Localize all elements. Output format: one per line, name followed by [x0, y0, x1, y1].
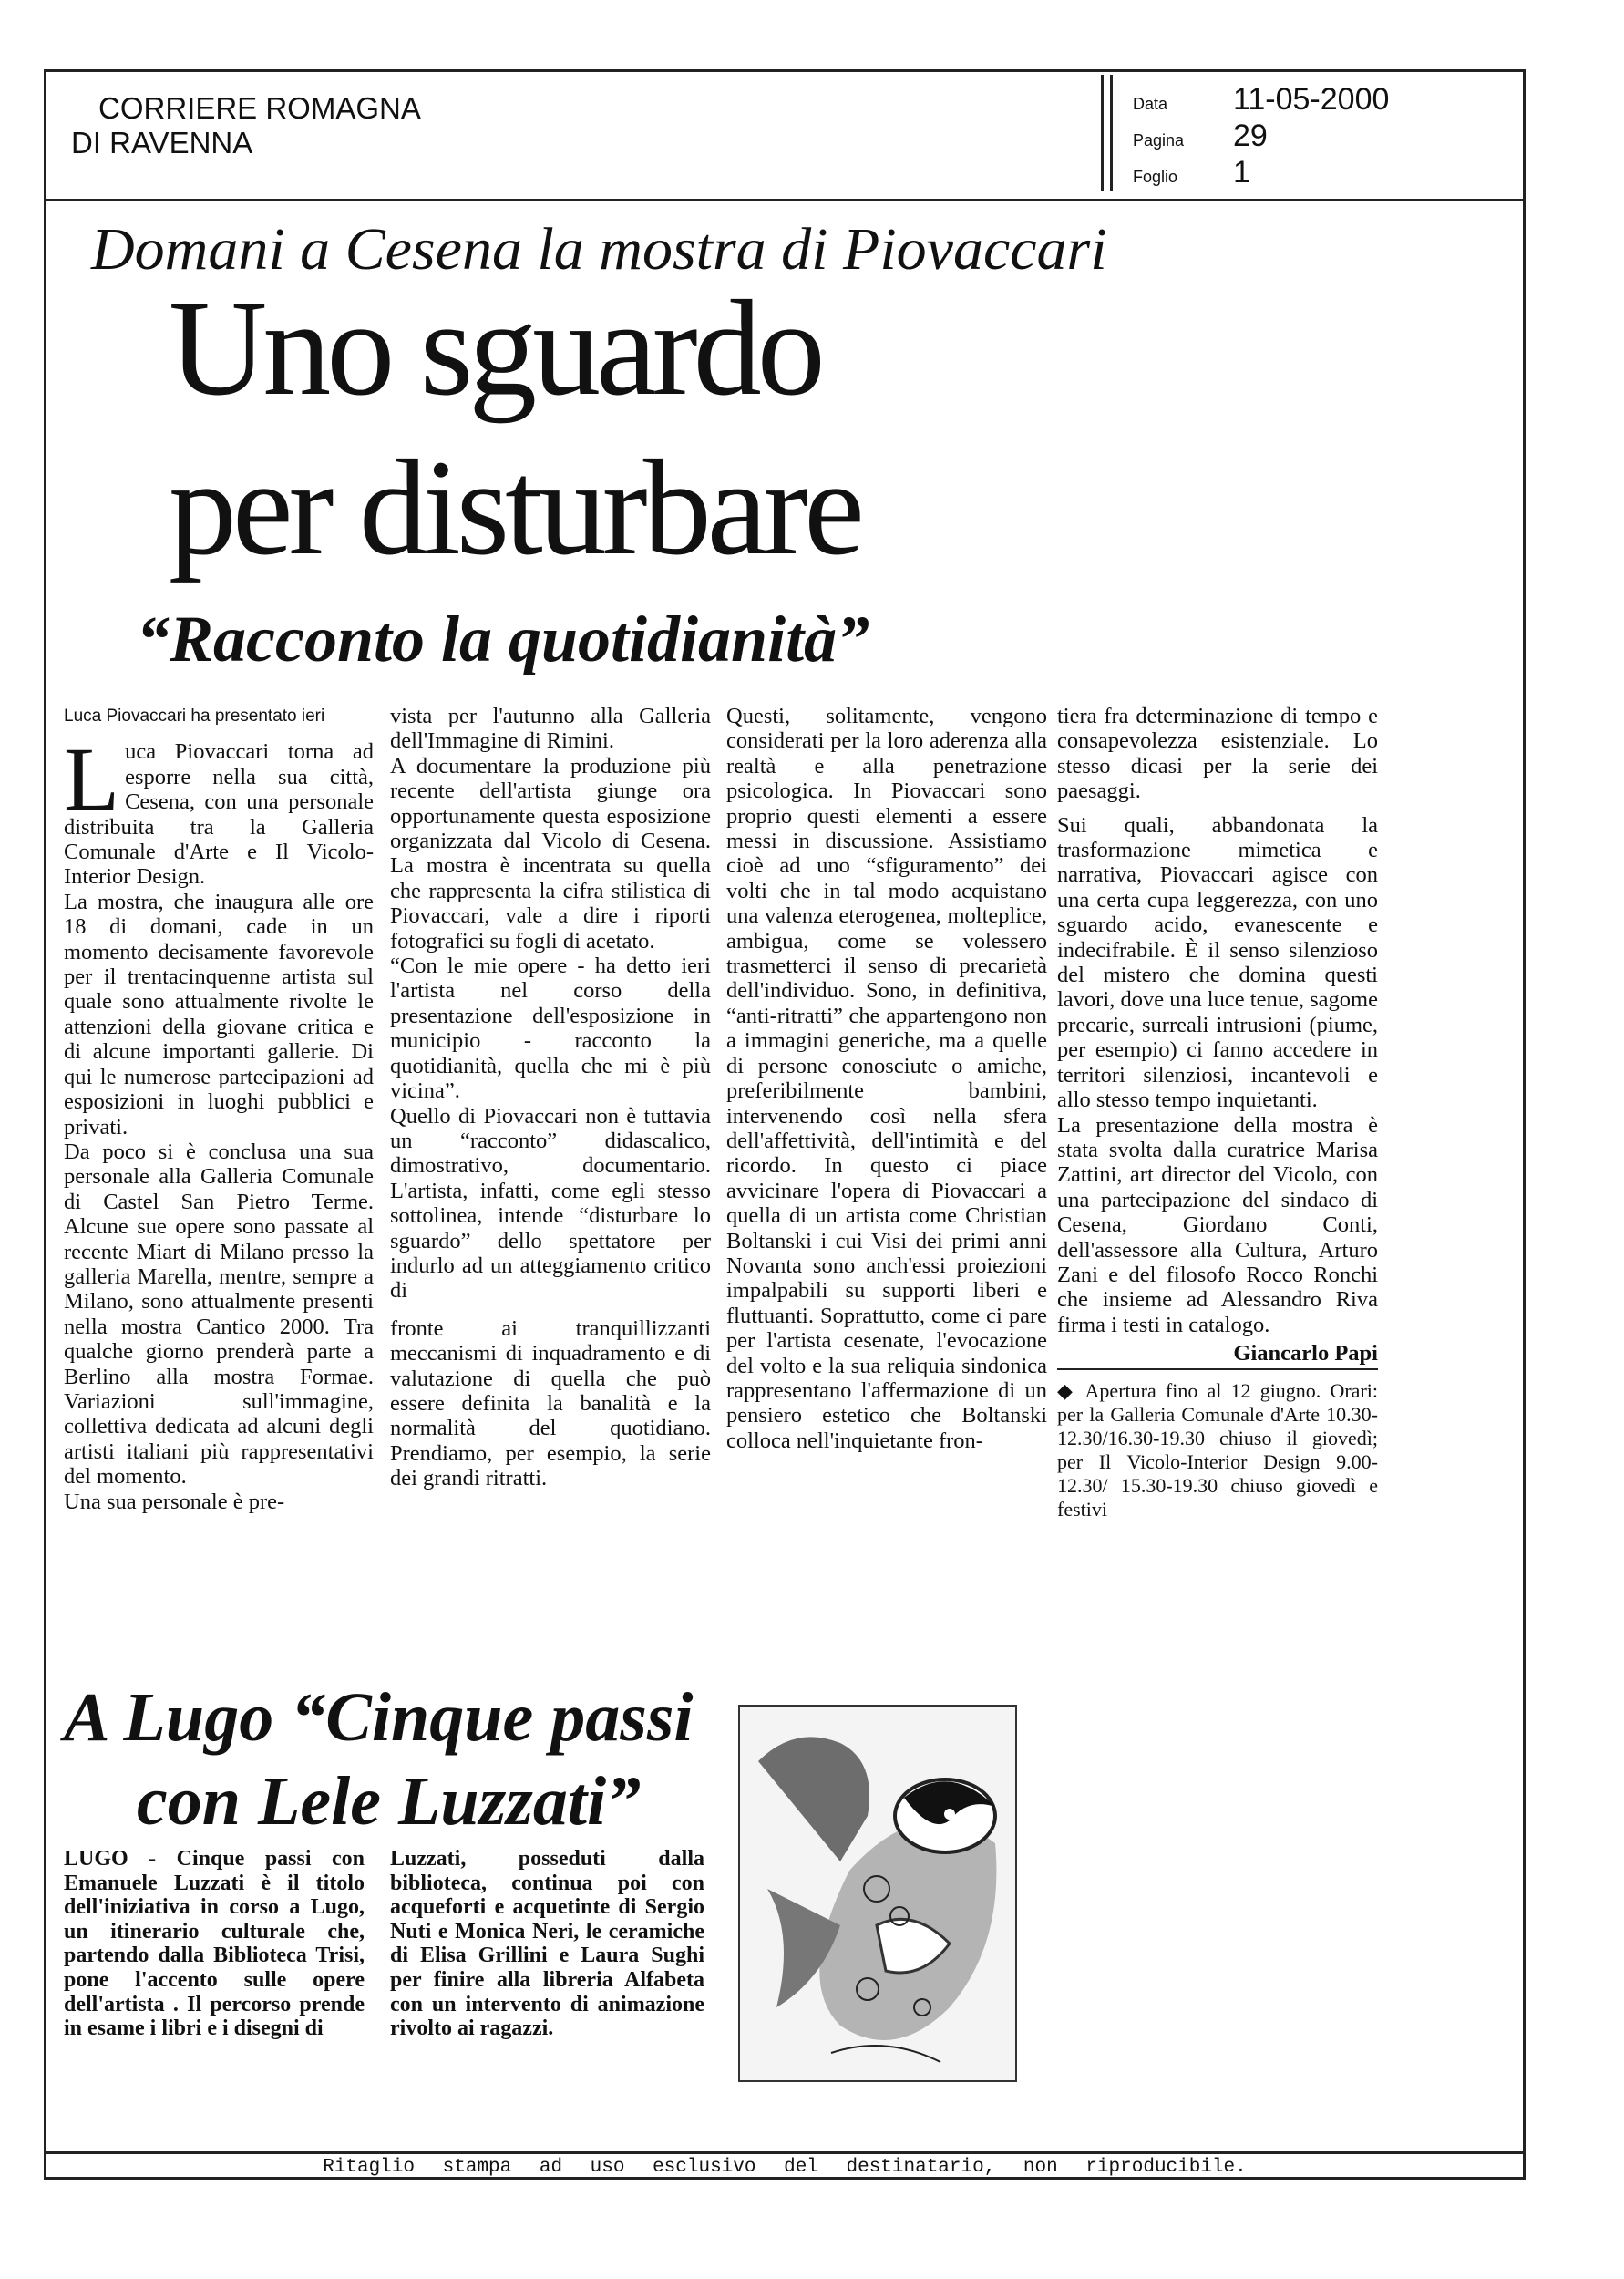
opening-hours-info: ◆ Apertura fino al 12 giugno. Orari: per la Galleria Comunale d'Arte 10.30-12.30/16.30-19.30 chiuso il giovedì; per Il Vicolo-Interior Design 9.00-12.30/ 15.30-19.30 chiuso giovedì e festivi: [1057, 1378, 1378, 1521]
col1-paragraph: La mostra, che inaugura alle ore 18 di domani, cade in un momento decisamente favorevole per il trentacinquenne artista sul quale sono attualmente rivolte le attenzioni della giovane critica e di alcune importanti gallerie. Di qui le numerose partecipazioni ad esposizioni in luoghi pubblici e privati.: [64, 889, 374, 1140]
article-column-3: [726, 704, 1047, 1453]
luzzati-illustration: [738, 1705, 1017, 2082]
article-column-4: [1057, 704, 1378, 1521]
second-article-headline: [64, 1676, 694, 1843]
article-overline: Domani a Cesena la mostra di Piovaccari: [91, 216, 1107, 283]
article-column-1: [64, 704, 374, 1514]
col2-paragraph: vista per l'autunno alla Galleria dell'Immagine di Rimini.: [390, 704, 711, 754]
second-article-column-1: LUGO - Cinque passi con Emanuele Luzzati è il titolo dell'iniziativa in corso a Lugo, un itinerario culturale che, partendo dalla Biblioteca Trisi, pone l'accento sulle opere dell'artista . Il percorso prende in esame i libri e i disegni di: [64, 1847, 365, 2041]
second-headline-line-2: con Lele Luzzati”: [137, 1763, 642, 1840]
headline-line-2: per disturbare: [169, 432, 860, 583]
clipping-footer: Ritaglio stampa ad uso esclusivo del destinatario, non riproducibile.: [44, 2151, 1526, 2180]
meta-pagina-row: [1133, 119, 1268, 154]
pagina-label: Pagina: [1133, 131, 1185, 150]
meta-box: [1101, 75, 1523, 191]
data-value: 11-05-2000: [1233, 82, 1390, 117]
col4-paragraph: Sui quali, abbandonata la trasformazione mimetica e narrativa, Piovaccari agisce con una certa cupa leggerezza, con uno sguardo acido, evanescente e indecifrabile. È il senso silenzioso del mistero che domina questi lavori, dove una luce tenue, sagome precarie, surreali intrusioni (piume, per esempio) ci fanno accedere in territori silenziosi, incantevoli e allo stesso tempo inquietanti.: [1057, 812, 1378, 1113]
col4-paragraph: La presentazione della mostra è stata svolta dalla curatrice Marisa Zattini, art director del Vicolo, con una partecipazione del sindaco di Cesena, Giordano Conti, dell'assessore alla Cultura, Arturo Zani e del filosofo Rocco Ronchi che insieme ad Alessandro Riva firma i testi in catalogo.: [1057, 1112, 1378, 1337]
source-line-2: DI RAVENNA: [71, 126, 253, 160]
author-signature: Giancarlo Papi: [1057, 1341, 1378, 1369]
pagina-value: 29: [1233, 119, 1268, 153]
col3-paragraph: Questi, solitamente, vengono considerati per la loro aderenza alla realtà e alla penetrazione psicologica. In Piovaccari sono proprio questi elementi a essere messi in discussione. Assistiamo cioè ad uno “sfiguramento” dei volti che in tal modo acquistano una valenza eterogenea, molteplice, ambigua, come se volessero trasmetterci il senso di precarietà dell'individuo. Sono, in definitiva, “anti-ritratti” che appartengono non a immagini generiche, ma a quelle di persone conosciute o amiche, preferibilmente bambini, intervenendo così nella sfera dell'affettività, dell'intimità e del ricordo. In questo ci piace avvicinare l'opera di Piovaccari a quella di un artista come Christian Boltanski i cui Visi dei primi anni Novanta sono anch'essi proiezioni impalpabili su supporti liberi e fluttuanti. Soprattutto, come ci pare per l'artista cesenate, l'evocazione del volto e la sua reliquia sindonica rappresentano l'affermazione di un pensiero estetico che Boltanski colloca nell'inquietante fron-: [726, 704, 1047, 1453]
meta-divider: [1110, 75, 1113, 191]
meta-data-row: [1133, 82, 1389, 118]
headline-line-1: Uno sguardo: [169, 273, 821, 424]
foglio-value: 1: [1233, 155, 1250, 190]
article-subtitle: “Racconto la quotidianità”: [137, 603, 870, 675]
col4-paragraph: tiera fra determinazione di tempo e consapevolezza esistenziale. Lo stesso dicasi per la serie dei paesaggi.: [1057, 704, 1378, 804]
data-label: Data: [1133, 95, 1168, 113]
foglio-label: Foglio: [1133, 168, 1178, 186]
article-headline: [169, 269, 860, 588]
source-line-1: CORRIERE ROMAGNA: [98, 91, 421, 125]
col1-paragraph: Da poco si è conclusa una sua personale alla Galleria Comunale di Castel San Pietro Terme. Alcune sue opere sono passate al recente Miart di Milano presso la galleria Marella, mentre, sempre a Milano, sono attualmente presenti nella mostra Cantico 2000. Tra qualche giorno prenderà parte a Berlino alla mostra Formae. Variazioni sull'immagine, collettiva dedicata ad alcuni degli artisti italiani più rappresentativi del momento.: [64, 1139, 374, 1490]
col2-paragraph: fronte ai tranquillizzanti meccanismi di inquadramento e di valutazione di quella che può essere definita la banalità e la normalità del quotidiano. Prendiamo, per esempio, la serie dei grandi ritratti.: [390, 1315, 711, 1491]
article-column-2: [390, 704, 711, 1491]
col1-paragraph: Una sua personale è pre-: [64, 1489, 285, 1514]
col1-paragraph: uca Piovaccari torna ad esporre nella sua città, Cesena, con una personale distribuita tra la Galleria Comunale d'Arte e Il Vicolo-Interior Design.: [64, 739, 374, 890]
col2-paragraph: A documentare la produzione più recente dell'artista giunge ora opportunamente questa esposizione organizzata dal Vicolo di Cesena. La mostra è incentrata su quella che rappresenta la cifra stilistica di Piovaccari, vale a dire i riporti fotografici su fogli di acetato.: [390, 753, 711, 954]
photo-caption: Luca Piovaccari ha presentato ieri: [64, 706, 325, 726]
meta-foglio-row: [1133, 155, 1250, 191]
clipping-header: [44, 69, 1526, 201]
second-headline-line-1: A Lugo “Cinque passi: [64, 1679, 694, 1756]
second-article-column-2: Luzzati, posseduti dalla biblioteca, continua poi con acqueforti e acquetinte di Sergio Nuti e Monica Neri, le ceramiche di Elisa Grillini e Laura Sughi per finire alla libreria Alfabeta con un intervento di animazione rivolto ai ragazzi.: [390, 1847, 704, 2041]
col2-paragraph: Quello di Piovaccari non è tuttavia un “racconto” didascalico, dimostrativo, documentario. L'artista, infatti, come egli stesso sottolinea, intende “disturbare lo sguardo” dello spettatore per indurlo ad un atteggiamento critico di: [390, 1103, 711, 1304]
illustration-image: [740, 1707, 1015, 2080]
col2-paragraph: “Con le mie opere - ha detto ieri l'artista nel corso della presentazione dell'esposizione in municipio - racconto la quotidianità, quella che mi è più vicina”.: [390, 954, 711, 1104]
newspaper-source: [71, 91, 421, 160]
dropcap: L: [64, 728, 120, 830]
